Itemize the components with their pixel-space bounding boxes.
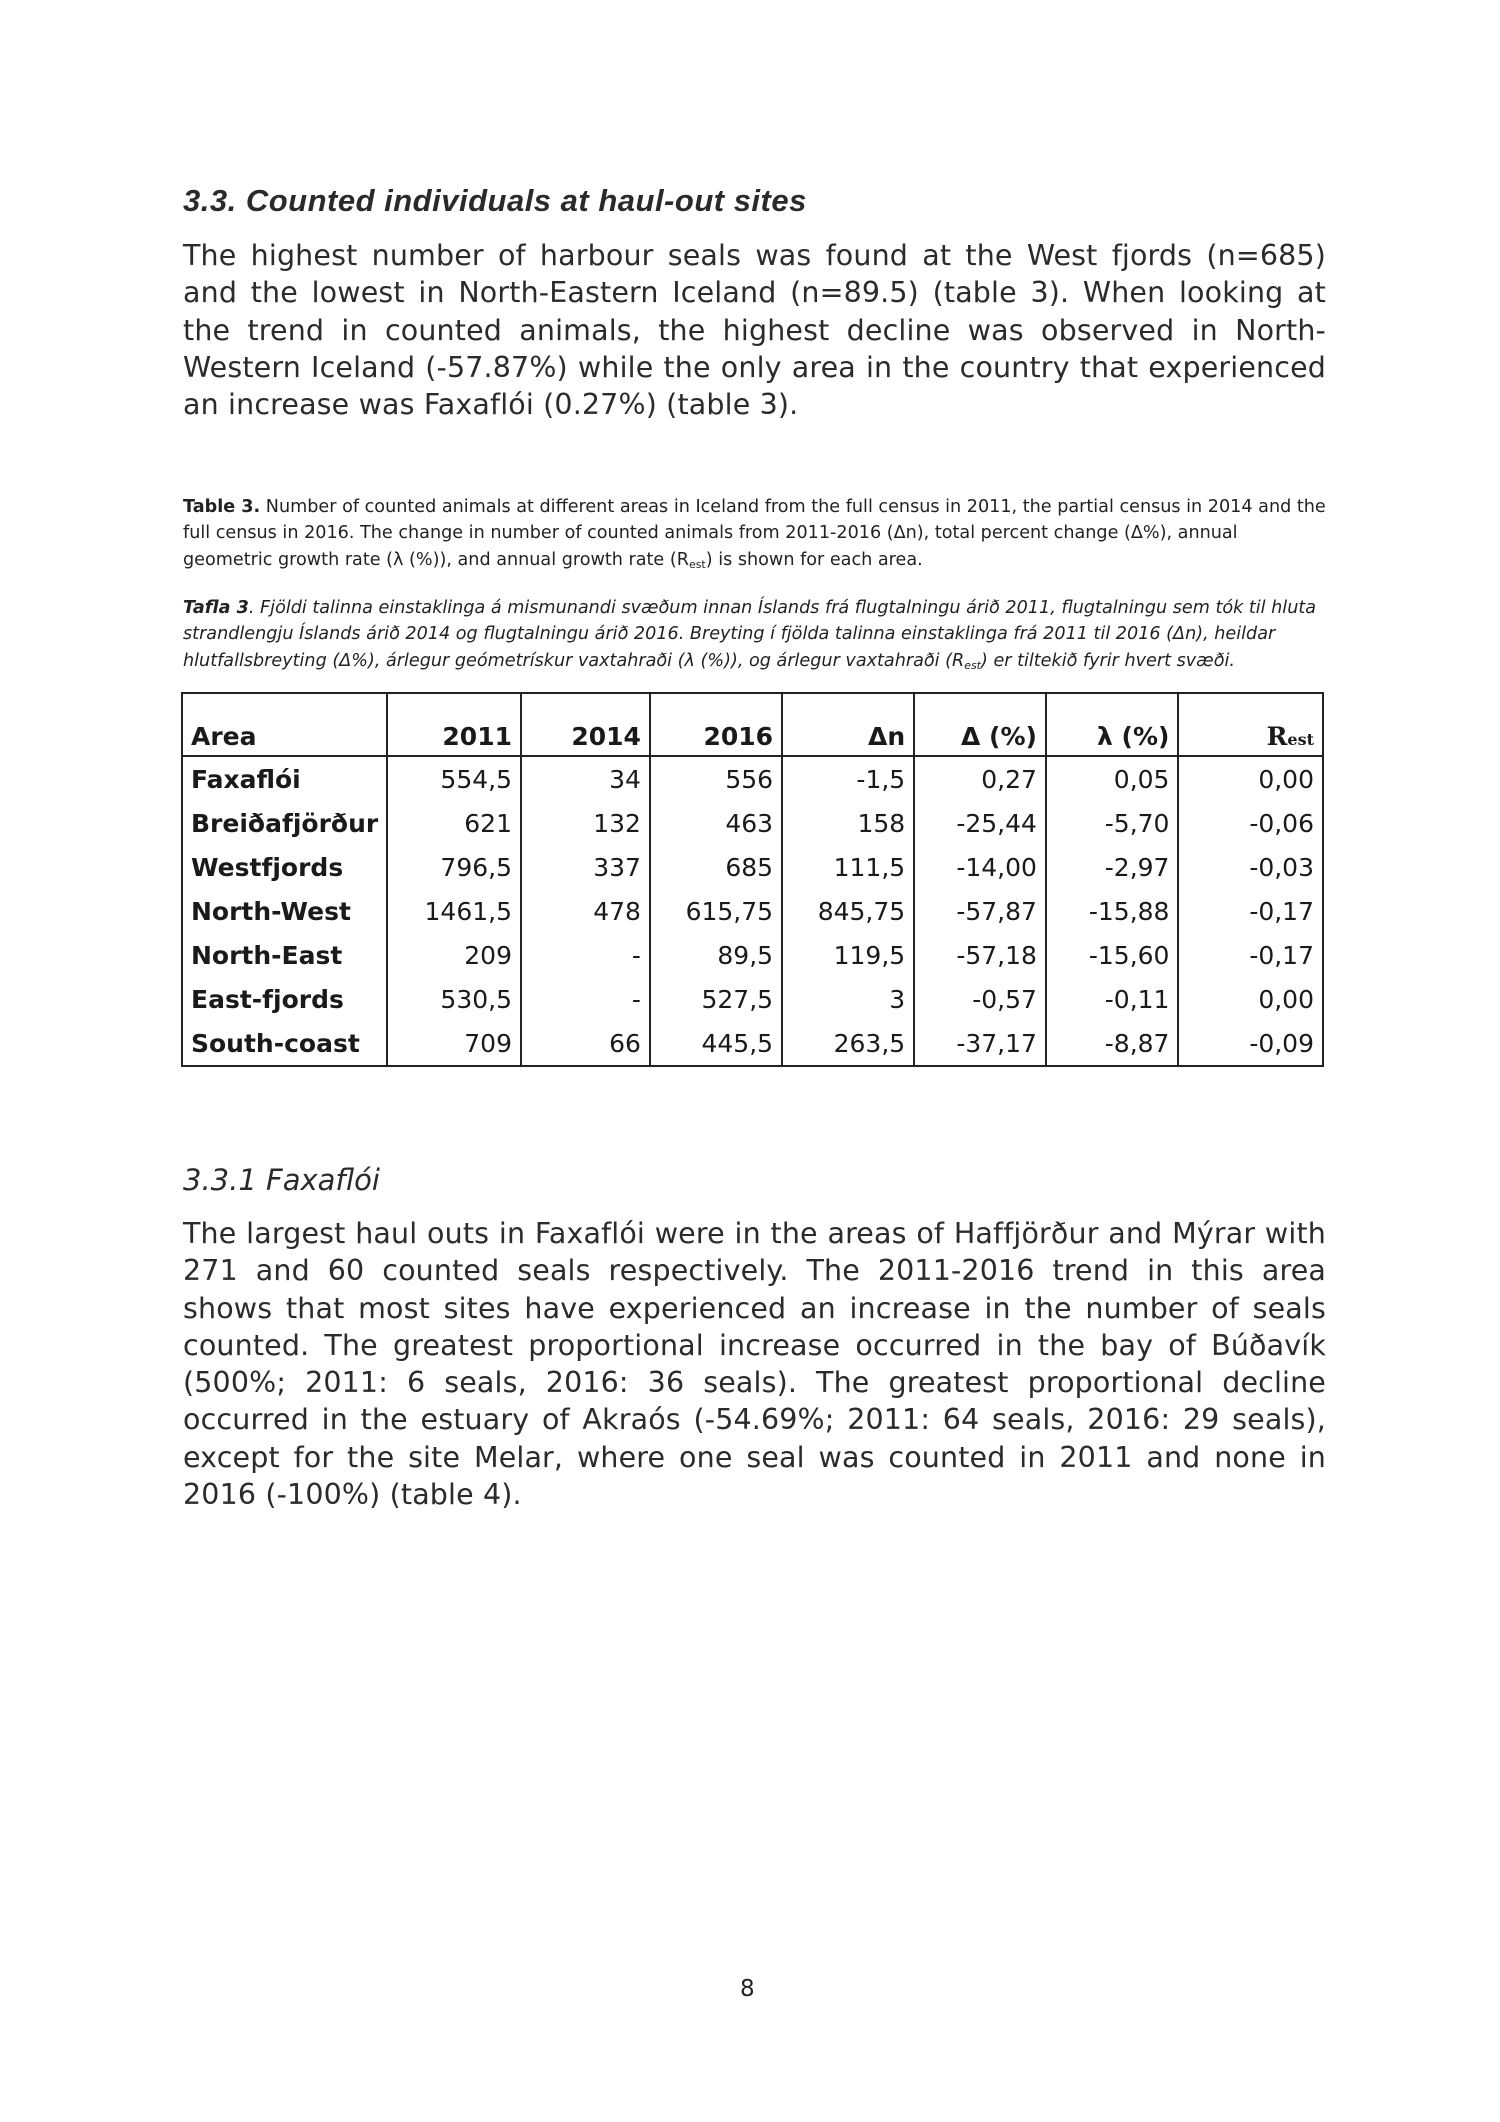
cell-count-2014: 478: [521, 889, 650, 933]
cell-delta-n: 158: [782, 801, 914, 845]
cell-delta-percent: -14,00: [914, 845, 1046, 889]
cell-rest: 0,00: [1178, 977, 1323, 1021]
cell-count-2011: 1461,5: [387, 889, 521, 933]
page-number: 8: [740, 1976, 755, 2002]
cell-delta-n: -1,5: [782, 756, 914, 801]
cell-lambda-percent: -15,88: [1046, 889, 1179, 933]
cell-delta-n: 119,5: [782, 933, 914, 977]
cell-count-2016: 556: [650, 756, 782, 801]
caption-text: Number of counted animals at different areas in Iceland from the full census in 2011, the partial census in 2014 and the full census in 2016. The change in number of counted animals from 2011-2016 (Δn), total percent change (Δ%), annual geometric growth rate (λ (%)), and annual growth rate (R: [183, 497, 1326, 570]
cell-count-2011: 709: [387, 1021, 521, 1066]
table-row: [182, 933, 1323, 977]
column-header-2016: 2016: [650, 693, 782, 756]
cell-count-2016: 445,5: [650, 1021, 782, 1066]
cell-count-2016: 89,5: [650, 933, 782, 977]
cell-area: East-fjords: [182, 977, 387, 1021]
section-heading: 3.3. Counted individuals at haul-out sites: [183, 183, 807, 218]
cell-count-2011: 796,5: [387, 845, 521, 889]
column-header-lambda: λ (%): [1046, 693, 1179, 756]
cell-delta-percent: -25,44: [914, 801, 1046, 845]
table-header-row: [182, 693, 1323, 756]
table-body: [182, 756, 1323, 1066]
table-row: [182, 801, 1323, 845]
cell-delta-percent: -37,17: [914, 1021, 1046, 1066]
cell-area: Westfjords: [182, 845, 387, 889]
cell-lambda-percent: -5,70: [1046, 801, 1179, 845]
cell-delta-percent: -0,57: [914, 977, 1046, 1021]
cell-count-2014: 66: [521, 1021, 650, 1066]
table-caption-english: [183, 494, 1326, 573]
table-row: [182, 845, 1323, 889]
cell-count-2014: 337: [521, 845, 650, 889]
table-row: [182, 977, 1323, 1021]
cell-area: North-East: [182, 933, 387, 977]
cell-count-2016: 685: [650, 845, 782, 889]
column-header-rest: [1178, 693, 1323, 756]
cell-delta-n: 263,5: [782, 1021, 914, 1066]
cell-count-2014: 34: [521, 756, 650, 801]
cell-count-2014: 132: [521, 801, 650, 845]
cell-lambda-percent: -0,11: [1046, 977, 1179, 1021]
cell-area: Faxaflói: [182, 756, 387, 801]
caption-text-end: ) er tiltekið fyrir hvert svæði.: [981, 650, 1235, 671]
cell-area: South-coast: [182, 1021, 387, 1066]
cell-delta-percent: 0,27: [914, 756, 1046, 801]
cell-count-2011: 530,5: [387, 977, 521, 1021]
cell-rest: -0,06: [1178, 801, 1323, 845]
rest-main: R: [1266, 722, 1288, 751]
caption-subscript: est: [964, 658, 981, 672]
column-header-2011: 2011: [387, 693, 521, 756]
table-row: [182, 1021, 1323, 1066]
table-row: [182, 756, 1323, 801]
column-header-delta-n: Δn: [782, 693, 914, 756]
counts-table: [181, 692, 1324, 1067]
cell-rest: -0,09: [1178, 1021, 1323, 1066]
cell-count-2016: 615,75: [650, 889, 782, 933]
cell-rest: -0,17: [1178, 889, 1323, 933]
cell-rest: -0,03: [1178, 845, 1323, 889]
cell-rest: -0,17: [1178, 933, 1323, 977]
cell-count-2016: 463: [650, 801, 782, 845]
cell-rest: 0,00: [1178, 756, 1323, 801]
cell-count-2014: -: [521, 977, 650, 1021]
section-paragraph: The highest number of harbour seals was found at the West fjords (n=685) and the lowest in North-Eastern Iceland (n=89.5) (table 3). When looking at the trend in counted animals, the highest decline was observed in North-Western Iceland (-57.87%) while the only area in the country that experienced an increase was Faxaflói (0.27%) (table 3).: [183, 239, 1326, 422]
cell-area: Breiðafjörður: [182, 801, 387, 845]
table-row: [182, 889, 1323, 933]
caption-label: Tafla 3: [183, 598, 249, 618]
cell-area: North-West: [182, 889, 387, 933]
column-header-area: Area: [182, 693, 387, 756]
cell-lambda-percent: -8,87: [1046, 1021, 1179, 1066]
cell-delta-n: 111,5: [782, 845, 914, 889]
cell-count-2011: 621: [387, 801, 521, 845]
caption-subscript: est: [688, 557, 706, 571]
cell-lambda-percent: 0,05: [1046, 756, 1179, 801]
cell-count-2016: 527,5: [650, 977, 782, 1021]
caption-label: Table 3.: [183, 497, 261, 517]
cell-count-2011: 554,5: [387, 756, 521, 801]
cell-lambda-percent: -2,97: [1046, 845, 1179, 889]
column-header-delta-percent: Δ (%): [914, 693, 1046, 756]
cell-delta-percent: -57,87: [914, 889, 1046, 933]
table-caption-icelandic: [183, 595, 1326, 674]
cell-delta-n: 845,75: [782, 889, 914, 933]
rest-sub: est: [1287, 730, 1314, 749]
column-header-2014: 2014: [521, 693, 650, 756]
caption-text: . Fjöldi talinna einstaklinga á mismunandi svæðum innan Íslands frá flugtalningu árið 2011, flugtalningu sem tók til hluta strandlengju Íslands árið 2014 og flugtalningu árið 2016. Breyting í fjölda talinna einstaklinga frá 2011 til 2016 (Δn), heildar hlutfallsbreyting (Δ%), árlegur geómetrískur vaxtahraði (λ (%)), og árlegur vaxtahraði (R: [183, 598, 1317, 671]
subsection-paragraph: The largest haul outs in Faxaflói were in the areas of Haffjörður and Mýrar with 271 and 60 counted seals respectively. The 2011-2016 trend in this area shows that most sites have experienced an increase in the number of seals counted. The greatest proportional increase occurred in the bay of Búðavík (500%; 2011: 6 seals, 2016: 36 seals). The greatest proportional decline occurred in the estuary of Akraós (-54.69%; 2011: 64 seals, 2016: 29 seals), except for the site Melar, where one seal was counted in 2011 and none in 2016 (-100%) (table 4).: [183, 1217, 1326, 1512]
cell-delta-n: 3: [782, 977, 914, 1021]
cell-delta-percent: -57,18: [914, 933, 1046, 977]
cell-count-2011: 209: [387, 933, 521, 977]
cell-lambda-percent: -15,60: [1046, 933, 1179, 977]
caption-text-end: ) is shown for each area.: [705, 549, 923, 570]
subsection-heading: 3.3.1 Faxaflói: [183, 1163, 380, 1197]
cell-count-2014: -: [521, 933, 650, 977]
